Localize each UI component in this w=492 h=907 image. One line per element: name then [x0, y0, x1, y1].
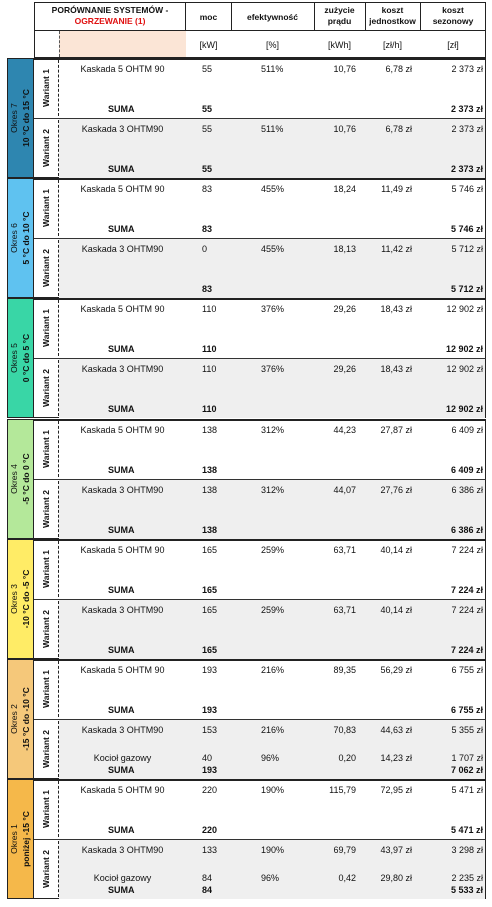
period-label-name: Okres 1 — [9, 824, 19, 854]
moc-value: 110 — [202, 304, 217, 314]
suma-koszt: 5 533 zł — [450, 885, 483, 895]
koszt-j-value: 72,95 zł — [380, 785, 412, 795]
zuzycie-value: 29,26 — [333, 304, 356, 314]
zuzycie-value: 44,07 — [333, 485, 356, 495]
device-name: Kaskada 5 OHTM 90 — [80, 304, 165, 314]
header-efektywnosc: efektywność — [246, 12, 299, 22]
header-koszt-j-1: koszt — [381, 5, 404, 15]
koszt-s-value: 5 471 zł — [451, 785, 483, 795]
zuzycie-value: 0,42 — [338, 873, 356, 883]
period-label — [8, 779, 32, 899]
suma-label: SUMA — [108, 645, 135, 655]
koszt-s-value: 6 755 zł — [451, 665, 483, 675]
moc-value: 55 — [202, 124, 213, 134]
eff-value: 511% — [261, 64, 284, 74]
device-name: Kaskada 5 OHTM 90 — [80, 545, 165, 555]
period-label — [8, 419, 32, 539]
koszt-j-value: 18,43 zł — [380, 304, 412, 314]
suma-moc: 193 — [202, 765, 218, 775]
variant-label: Wariant 2 — [41, 850, 51, 888]
period-label-range: -5 °C do 0 °C — [21, 453, 31, 505]
unit-zuzycie: [kWh] — [327, 40, 351, 50]
koszt-s-value: 12 902 zł — [446, 304, 483, 314]
device-name: Kaskada 5 OHTM 90 — [80, 64, 165, 74]
variant-label: Wariant 2 — [41, 490, 51, 528]
device-name: Kaskada 3 OHTM90 — [81, 845, 164, 855]
suma-koszt: 12 902 zł — [445, 404, 483, 414]
period-label-name: Okres 7 — [9, 103, 19, 133]
header-divider-2 — [314, 2, 315, 31]
moc-value: 220 — [202, 785, 218, 795]
eff-value: 259% — [261, 605, 285, 615]
eff-value: 455% — [261, 244, 285, 254]
suma-koszt: 6 409 zł — [450, 465, 483, 475]
variant-divider — [34, 479, 486, 480]
suma-moc: 165 — [202, 585, 218, 595]
variant-label: Wariant 1 — [41, 189, 51, 227]
moc-value: 138 — [202, 425, 218, 435]
device-name: Kaskada 5 OHTM 90 — [80, 665, 165, 675]
suma-moc: 84 — [202, 885, 213, 895]
eff-value: 96% — [261, 873, 280, 883]
period-label — [8, 539, 32, 659]
eff-value: 190% — [261, 845, 285, 855]
moc-value: 84 — [202, 873, 213, 883]
koszt-s-value: 5 746 zł — [451, 184, 483, 194]
koszt-s-value: 7 224 zł — [451, 605, 483, 615]
moc-value: 153 — [202, 725, 218, 735]
header-title: PORÓWNANIE SYSTEMÓW - — [51, 5, 169, 15]
moc-value: 165 — [202, 605, 218, 615]
zuzycie-value: 70,83 — [333, 725, 356, 735]
eff-value: 376% — [261, 364, 285, 374]
zuzycie-value: 69,79 — [333, 845, 356, 855]
period-label-name: Okres 3 — [9, 584, 19, 614]
koszt-s-value: 12 902 zł — [446, 364, 483, 374]
suma-koszt: 6 386 zł — [450, 525, 483, 535]
koszt-j-value: 11,42 zł — [381, 244, 412, 254]
zuzycie-value: 10,76 — [333, 124, 356, 134]
unit-moc: [kW] — [199, 40, 218, 50]
suma-label: SUMA — [108, 164, 135, 174]
device-name: Kaskada 5 OHTM 90 — [80, 184, 165, 194]
unit-koszt-j: [zł/h] — [382, 40, 402, 50]
koszt-j-value: 29,80 zł — [380, 873, 412, 883]
device-name: Kocioł gazowy — [93, 753, 152, 763]
suma-koszt: 5 746 zł — [450, 224, 483, 234]
moc-value: 138 — [202, 485, 218, 495]
units-name-cell — [59, 31, 186, 57]
period-label-range: 0 °C do 5 °C — [21, 333, 31, 383]
period-label-range: poniżej -15 °C — [21, 811, 31, 867]
eff-value: 376% — [261, 304, 285, 314]
suma-koszt: 5 712 zł — [450, 284, 483, 294]
header-subtitle: OGRZEWANIE (1) — [74, 16, 146, 26]
period-label-name: Okres 2 — [9, 704, 19, 734]
device-name: Kaskada 3 OHTM90 — [81, 725, 164, 735]
koszt-s-value: 3 298 zł — [451, 845, 483, 855]
koszt-j-value: 40,14 zł — [380, 545, 412, 555]
zuzycie-value: 63,71 — [333, 605, 356, 615]
eff-value: 96% — [261, 753, 280, 763]
suma-moc: 138 — [202, 525, 218, 535]
suma-label: SUMA — [108, 224, 135, 234]
variant-divider — [34, 719, 486, 720]
device-name: Kaskada 3 OHTM90 — [81, 485, 164, 495]
device-name: Kaskada 3 OHTM90 — [81, 244, 164, 254]
device-name: Kaskada 3 OHTM90 — [81, 124, 164, 134]
suma-moc: 110 — [202, 404, 217, 414]
suma-label: SUMA — [108, 525, 135, 535]
period-label-range: 10 °C do 15 °C — [21, 89, 31, 147]
eff-value: 259% — [261, 545, 285, 555]
koszt-j-value: 11,49 zł — [381, 184, 412, 194]
period-label-range: -10 °C do -5 °C — [21, 569, 31, 629]
header-title-cell — [34, 2, 186, 31]
koszt-s-value: 7 224 zł — [451, 545, 483, 555]
koszt-s-value: 5 712 zł — [451, 244, 483, 254]
variant-label: Wariant 2 — [41, 730, 51, 768]
variant-label: Wariant 2 — [41, 610, 51, 648]
koszt-j-value: 56,29 zł — [380, 665, 412, 675]
device-name: Kaskada 3 OHTM90 — [81, 605, 164, 615]
zuzycie-value: 89,35 — [333, 665, 356, 675]
koszt-j-value: 27,76 zł — [380, 485, 412, 495]
device-name: Kaskada 5 OHTM 90 — [80, 785, 165, 795]
koszt-j-value: 6,78 zł — [385, 124, 412, 134]
koszt-s-value: 5 355 zł — [451, 725, 483, 735]
header-divider-1 — [231, 2, 232, 31]
period-label-name: Okres 5 — [9, 343, 19, 373]
zuzycie-value: 115,79 — [329, 785, 356, 795]
variant-divider — [34, 118, 486, 119]
suma-label: SUMA — [108, 344, 135, 354]
koszt-s-value: 2 235 zł — [451, 873, 483, 883]
period-label-name: Okres 6 — [9, 223, 19, 253]
variant-label: Wariant 1 — [41, 69, 51, 107]
header-moc: moc — [199, 12, 218, 22]
device-name: Kaskada 5 OHTM 90 — [80, 425, 165, 435]
suma-label: SUMA — [108, 104, 135, 114]
suma-moc: 220 — [202, 825, 218, 835]
zuzycie-value: 18,13 — [333, 244, 356, 254]
suma-label: SUMA — [108, 885, 135, 895]
suma-koszt: 5 471 zł — [450, 825, 483, 835]
variant-label: Wariant 2 — [41, 249, 51, 287]
header-koszt-j-2: jednostkow — [369, 16, 416, 26]
suma-moc: 83 — [202, 284, 213, 294]
suma-koszt: 12 902 zł — [445, 344, 483, 354]
koszt-j-value: 14,23 zł — [380, 753, 412, 763]
suma-koszt: 7 062 zł — [450, 765, 483, 775]
device-name: Kocioł gazowy — [93, 873, 152, 883]
variant-label: Wariant 2 — [41, 369, 51, 407]
variant-divider — [34, 839, 486, 840]
suma-moc: 55 — [202, 164, 213, 174]
koszt-j-value: 6,78 zł — [385, 64, 412, 74]
header-divider-4 — [420, 2, 421, 31]
period-label — [8, 58, 32, 178]
suma-moc: 55 — [202, 104, 213, 114]
period-label-range: 5 °C do 10 °C — [21, 211, 31, 265]
eff-value: 190% — [261, 785, 285, 795]
moc-value: 55 — [202, 64, 213, 74]
suma-label: SUMA — [108, 404, 135, 414]
koszt-j-value: 40,14 zł — [380, 605, 412, 615]
suma-koszt: 7 224 zł — [450, 645, 483, 655]
moc-value: 110 — [202, 364, 217, 374]
period-label — [8, 298, 32, 418]
suma-label: SUMA — [108, 765, 135, 775]
header-zuzycie-2: prądu — [327, 16, 352, 26]
suma-moc: 165 — [202, 645, 218, 655]
moc-value: 165 — [202, 545, 218, 555]
moc-value: 193 — [202, 665, 218, 675]
zuzycie-value: 10,76 — [333, 64, 356, 74]
suma-koszt: 2 373 zł — [450, 104, 483, 114]
suma-koszt: 6 755 zł — [450, 705, 483, 715]
period-label-name: Okres 4 — [9, 464, 19, 494]
suma-label: SUMA — [108, 465, 135, 475]
suma-koszt: 7 224 zł — [450, 585, 483, 595]
variant-divider — [34, 358, 486, 359]
suma-moc: 193 — [202, 705, 218, 715]
zuzycie-value: 0,20 — [338, 753, 356, 763]
moc-value: 40 — [202, 753, 213, 763]
variant-label: Wariant 1 — [41, 670, 51, 708]
variant-label: Wariant 1 — [41, 550, 51, 588]
header-koszt-s-2: sezonowy — [432, 16, 474, 26]
header-zuzycie-1: zużycie — [324, 5, 355, 15]
unit-koszt-s: [zł] — [447, 40, 459, 50]
moc-value: 0 — [202, 244, 208, 254]
koszt-j-value: 43,97 zł — [380, 845, 412, 855]
header-divider-3 — [365, 2, 366, 31]
suma-label: SUMA — [108, 825, 135, 835]
variant-label: Wariant 1 — [41, 430, 51, 468]
suma-moc: 110 — [202, 344, 217, 354]
variant-divider — [34, 599, 486, 600]
eff-value: 216% — [261, 725, 285, 735]
period-label-range: -15 °C do -10 °C — [21, 687, 31, 751]
koszt-s-value: 6 386 zł — [451, 485, 483, 495]
koszt-j-value: 44,63 zł — [380, 725, 412, 735]
koszt-s-value: 2 373 zł — [451, 124, 483, 134]
suma-moc: 83 — [202, 224, 213, 234]
device-name: Kaskada 3 OHTM90 — [81, 364, 164, 374]
eff-value: 312% — [261, 425, 285, 435]
eff-value: 511% — [261, 124, 284, 134]
header-koszt-s-1: koszt — [442, 5, 464, 15]
variant-label: Wariant 1 — [41, 790, 51, 828]
koszt-j-value: 18,43 zł — [380, 364, 412, 374]
variant-label: Wariant 2 — [41, 129, 51, 167]
koszt-s-value: 1 707 zł — [451, 753, 483, 763]
suma-label: SUMA — [108, 585, 135, 595]
suma-koszt: 2 373 zł — [450, 164, 483, 174]
eff-value: 312% — [261, 485, 285, 495]
variant-label: Wariant 1 — [41, 309, 51, 347]
suma-moc: 138 — [202, 465, 218, 475]
suma-label: SUMA — [108, 705, 135, 715]
moc-value: 133 — [202, 845, 218, 855]
koszt-s-value: 2 373 zł — [451, 64, 483, 74]
moc-value: 83 — [202, 184, 213, 194]
koszt-j-value: 27,87 zł — [380, 425, 412, 435]
period-label — [8, 659, 32, 779]
zuzycie-value: 18,24 — [333, 184, 356, 194]
unit-efektywnosc: [%] — [265, 40, 279, 50]
period-label — [8, 178, 32, 298]
eff-value: 455% — [261, 184, 285, 194]
zuzycie-value: 44,23 — [333, 425, 356, 435]
koszt-s-value: 6 409 zł — [451, 425, 483, 435]
zuzycie-value: 29,26 — [333, 364, 356, 374]
variant-divider — [34, 238, 486, 239]
eff-value: 216% — [261, 665, 285, 675]
zuzycie-value: 63,71 — [333, 545, 356, 555]
